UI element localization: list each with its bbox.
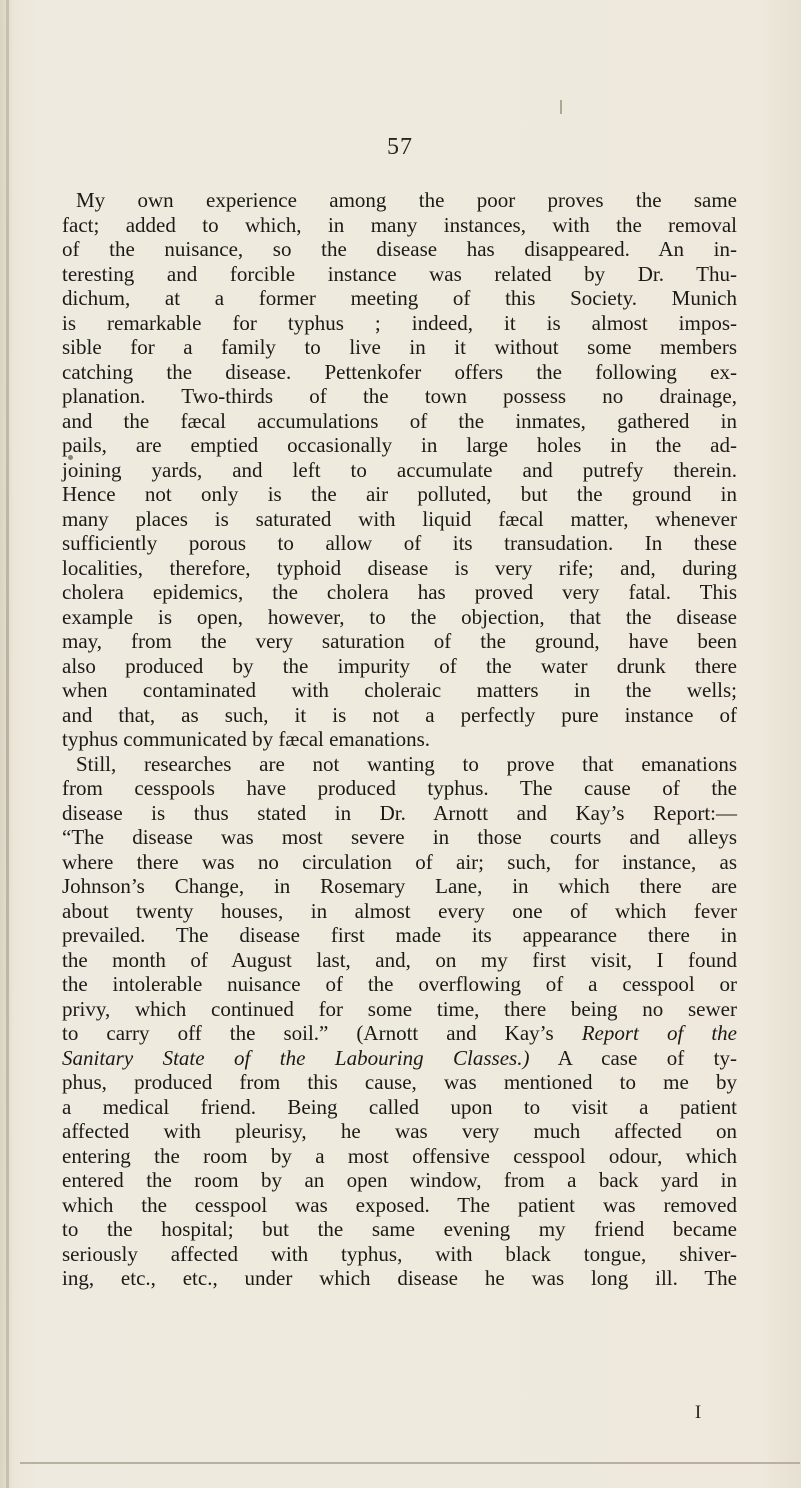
text-line: also produced by the impurity of the water drunk there xyxy=(62,653,737,678)
text-line: “The disease was most severe in those courts and alleys xyxy=(62,825,737,849)
italic-title: Report of the xyxy=(581,1021,737,1045)
text-segment: A case of ty- xyxy=(557,1045,737,1070)
page-blemish xyxy=(560,100,562,114)
text-line: of the nuisance, so the disease has disappeared. An in- xyxy=(62,237,737,261)
text-line: sufficiently porous to allow of its transudation. In these xyxy=(62,531,737,555)
text-line-with-italic xyxy=(62,1046,737,1071)
text-line: planation. Two-thirds of the town possess no drainage, xyxy=(62,384,737,408)
text-line: privy, which continued for some time, there being no sewer xyxy=(62,996,737,1021)
text-line: disease is thus stated in Dr. Arnott and Kay’s Report:— xyxy=(62,800,737,825)
body-text xyxy=(62,188,737,1291)
text-line: fact; added to which, in many instances, with the removal xyxy=(62,212,737,237)
text-line: Johnson’s Change, in Rosemary Lane, in which there are xyxy=(62,874,737,898)
text-line: to the hospital; but the same evening my friend became xyxy=(62,1217,737,1241)
text-line: entering the room by a most offensive cesspool odour, which xyxy=(62,1143,737,1168)
page-number: 57 xyxy=(387,134,413,160)
text-line: may, from the very saturation of the ground, have been xyxy=(62,629,737,653)
text-line: when contaminated with choleraic matters in the wells; xyxy=(62,678,737,702)
text-line: joining yards, and left to accumulate and putrefy therein. xyxy=(62,457,737,482)
text-line: the intolerable nuisance of the overflowing of a cesspool or xyxy=(62,972,737,996)
text-line: prevailed. The disease first made its appearance there in xyxy=(62,923,737,947)
text-line: is remarkable for typhus ; indeed, it is almost impos- xyxy=(62,310,737,335)
text-line: example is open, however, to the objection, that the disease xyxy=(62,604,737,629)
text-line: sible for a family to live in it without some members xyxy=(62,335,737,359)
text-line: phus, produced from this cause, was mentioned to me by xyxy=(62,1070,737,1094)
italic-title: Sanitary State of the Labouring Classes.) xyxy=(62,1045,530,1070)
text-line: cholera epidemics, the cholera has proved very fatal. This xyxy=(62,580,737,604)
text-line: entered the room by an open window, from a back yard in xyxy=(62,1168,737,1192)
text-line: and that, as such, it is not a perfectly pure instance of xyxy=(62,702,737,727)
text-line: a medical friend. Being called upon to visit a patient xyxy=(62,1094,737,1119)
text-line: Still, researches are not wanting to prove that emanations xyxy=(76,751,737,776)
text-line: teresting and forcible instance was related by Dr. Thu- xyxy=(62,261,737,286)
signature-mark: I xyxy=(694,1402,702,1423)
text-line: and the fæcal accumulations of the inmates, gathered in xyxy=(62,408,737,433)
text-line: localities, therefore, typhoid disease is very rife; and, during xyxy=(62,555,737,580)
text-line: about twenty houses, in almost every one of which fever xyxy=(62,898,737,923)
text-line: Hence not only is the air polluted, but the ground in xyxy=(62,482,737,506)
text-line: catching the disease. Pettenkofer offers the following ex- xyxy=(62,359,737,384)
text-line: where there was no circulation of air; such, for instance, as xyxy=(62,849,737,874)
text-line: seriously affected with typhus, with black tongue, shiver- xyxy=(62,1241,737,1266)
text-line: dichum, at a former meeting of this Society. Munich xyxy=(62,286,737,310)
text-line: affected with pleurisy, he was very much affected on xyxy=(62,1119,737,1143)
text-line: many places is saturated with liquid fæcal matter, whenever xyxy=(62,506,737,531)
text-line: ing, etc., etc., under which disease he was long ill. The xyxy=(62,1266,737,1290)
text-line: which the cesspool was exposed. The patient was removed xyxy=(62,1192,737,1217)
page-bottom-edge xyxy=(20,1462,800,1464)
text-line: the month of August last, and, on my first visit, I found xyxy=(62,947,737,972)
text-line: typhus communicated by fæcal emanations. xyxy=(62,727,430,751)
text-segment: to carry off the soil.” (Arnott and Kay’s xyxy=(62,1021,554,1045)
text-line-with-italic xyxy=(62,1021,737,1046)
text-line: My own experience among the poor proves the same xyxy=(76,188,737,212)
binding-edge xyxy=(6,0,9,1488)
text-line: from cesspools have produced typhus. The cause of the xyxy=(62,776,737,800)
text-line: pails, are emptied occasionally in large holes in the ad- xyxy=(62,433,737,457)
